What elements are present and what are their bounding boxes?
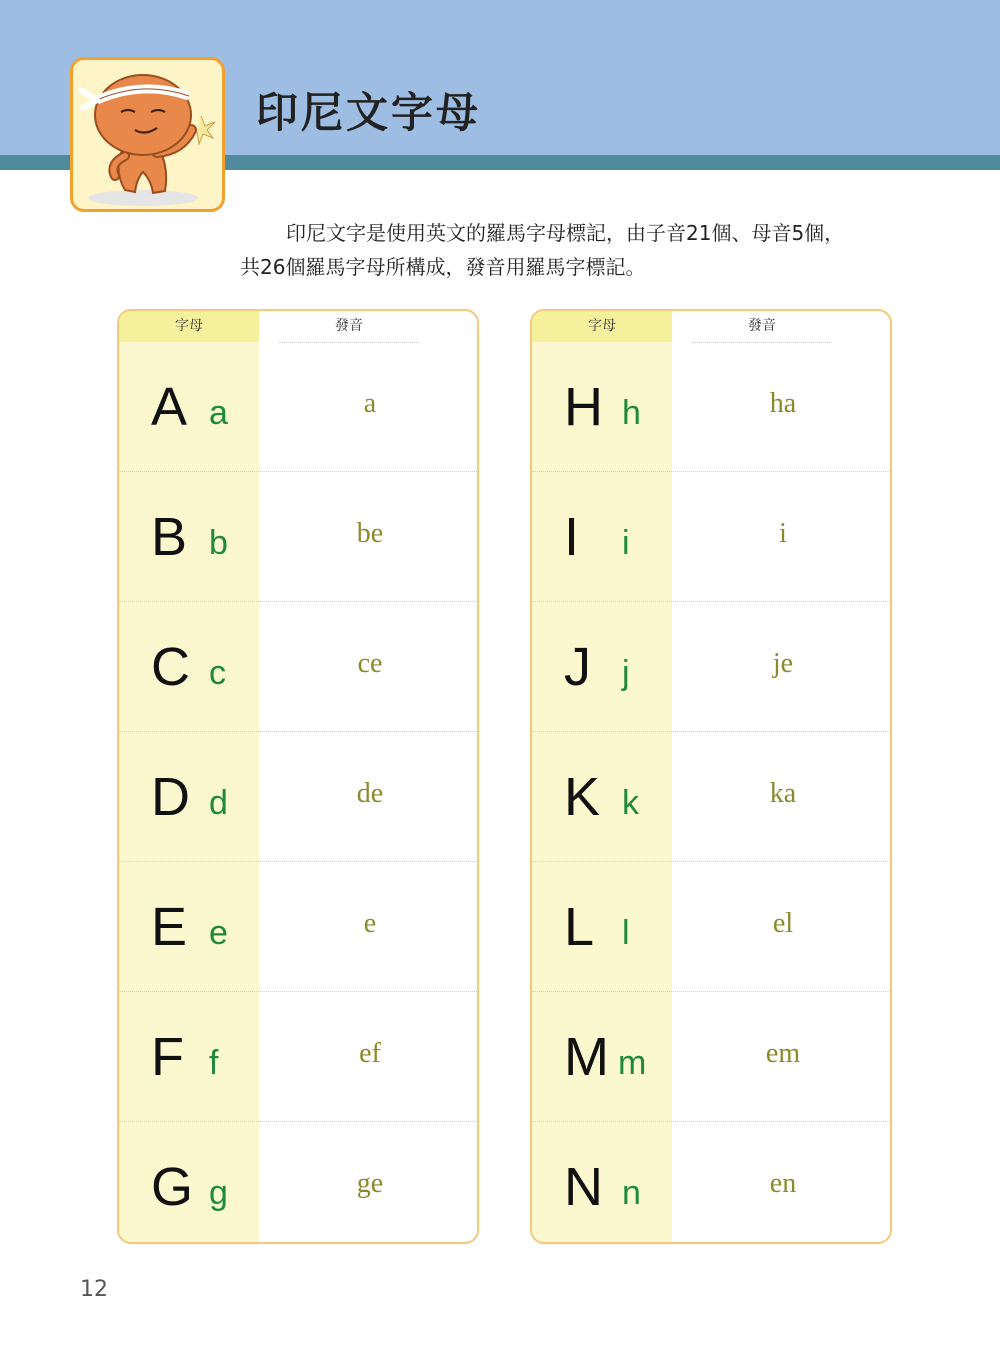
uppercase-letter: K: [564, 767, 601, 827]
mascot-drawing: [73, 60, 222, 209]
table-row: [532, 1122, 890, 1244]
header-pronunciation: 發音: [692, 311, 832, 343]
uppercase-letter: E: [151, 897, 188, 957]
lowercase-letter: g: [209, 1174, 228, 1212]
lowercase-letter: j: [622, 654, 630, 692]
mascot-illustration: [70, 57, 225, 212]
pronunciation: el: [772, 908, 794, 939]
uppercase-letter: I: [564, 507, 580, 567]
pronunciation: de: [356, 778, 384, 809]
table-row: [119, 342, 477, 472]
pronunciation: ka: [769, 778, 797, 809]
header-letter: 字母: [532, 311, 672, 342]
page-title: 印尼文字母: [256, 88, 482, 137]
lowercase-letter: c: [209, 654, 226, 692]
table-row: [532, 602, 890, 732]
pronunciation: em: [765, 1038, 801, 1069]
pronunciation: be: [356, 518, 384, 549]
uppercase-letter: G: [151, 1157, 194, 1217]
lowercase-letter: l: [622, 914, 630, 952]
lowercase-letter: a: [209, 394, 228, 432]
uppercase-letter: A: [151, 377, 188, 437]
uppercase-letter: C: [151, 637, 190, 697]
uppercase-letter: M: [564, 1027, 609, 1087]
table-row: [119, 732, 477, 862]
uppercase-letter: J: [564, 637, 591, 697]
lowercase-letter: h: [622, 394, 641, 432]
pronunciation: ha: [769, 388, 797, 419]
lowercase-letter: n: [622, 1174, 641, 1212]
pronunciation: e: [363, 908, 377, 939]
lowercase-letter: f: [209, 1044, 219, 1082]
lowercase-letter: k: [622, 784, 639, 822]
uppercase-letter: F: [151, 1027, 184, 1087]
lowercase-letter: d: [209, 784, 228, 822]
header-pronunciation: 發音: [279, 311, 419, 343]
pronunciation: ge: [356, 1168, 384, 1199]
table-row: [532, 862, 890, 992]
table-row: [532, 992, 890, 1122]
pronunciation: ce: [357, 648, 383, 679]
intro-line-1: 印尼文字是使用英文的羅馬字母標記，由子音21個、母音5個，: [286, 221, 845, 245]
header-letter: 字母: [119, 311, 259, 342]
table-row: [119, 1122, 477, 1244]
table-row: [532, 342, 890, 472]
uppercase-letter: N: [564, 1157, 603, 1217]
table-row: [532, 472, 890, 602]
pronunciation: a: [363, 388, 377, 419]
lowercase-letter: b: [209, 524, 228, 562]
uppercase-letter: H: [564, 377, 603, 437]
pronunciation: i: [779, 518, 787, 549]
pronunciation: ef: [359, 1038, 381, 1069]
table-row: [119, 602, 477, 732]
table-row: [119, 862, 477, 992]
intro-line-2: 共26個羅馬字母所構成，發音用羅馬字標記。: [240, 255, 646, 279]
lowercase-letter: e: [209, 914, 228, 952]
pronunciation: en: [769, 1168, 797, 1199]
table-row: [532, 732, 890, 862]
uppercase-letter: D: [151, 767, 190, 827]
table-row: [119, 472, 477, 602]
table-row: [119, 992, 477, 1122]
uppercase-letter: B: [151, 507, 188, 567]
lowercase-letter: i: [622, 524, 630, 562]
uppercase-letter: L: [564, 897, 595, 957]
alphabet-table-right: [530, 309, 892, 1244]
lowercase-letter: m: [618, 1044, 647, 1082]
pronunciation: je: [772, 648, 794, 679]
alphabet-table-left: [117, 309, 479, 1244]
intro-paragraph: [240, 216, 900, 284]
page-number: 12: [80, 1277, 108, 1302]
